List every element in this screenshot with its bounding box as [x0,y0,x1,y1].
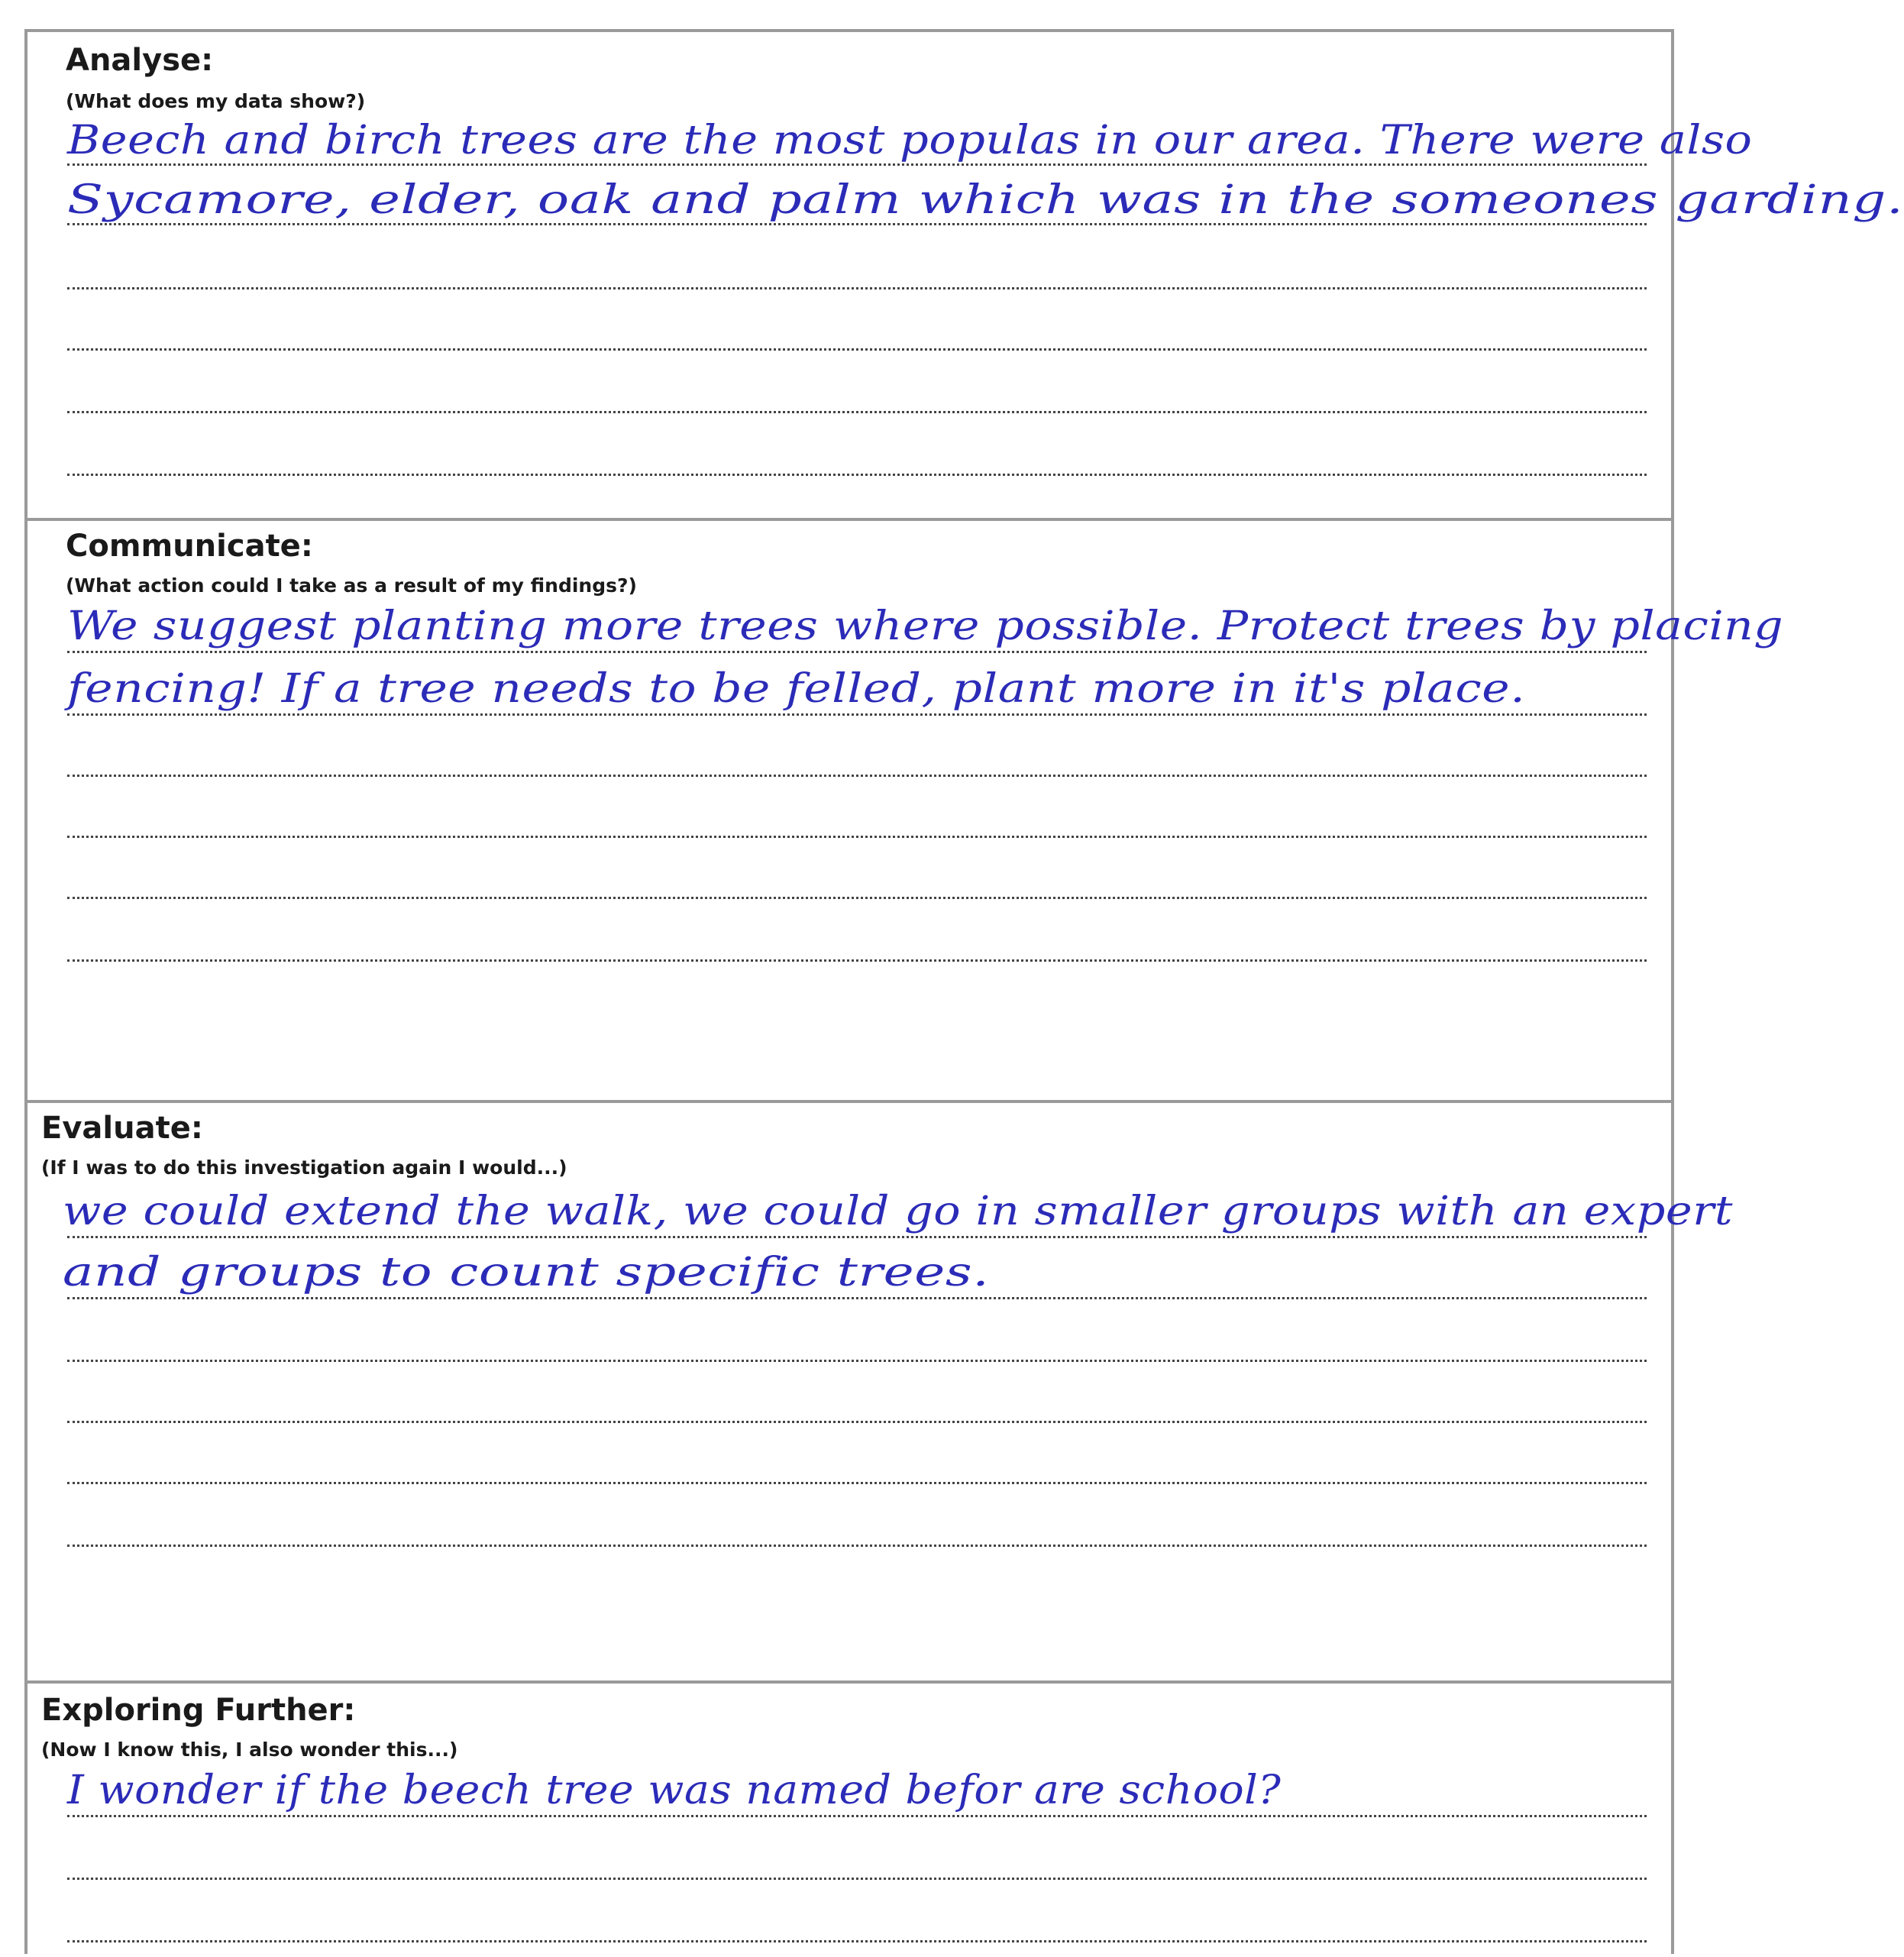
answer-line [67,1878,1647,1880]
answer-line [67,348,1647,351]
answer-line [67,223,1647,225]
section-heading: Analyse: [66,43,214,78]
answer-line [67,411,1647,413]
handwritten-answer-line: We suggest planting more trees where possible. Protect trees by placing [67,603,1784,649]
section-prompt: (What does my data show?) [66,90,366,112]
answer-line [67,897,1647,899]
worksheet [24,29,1904,1954]
handwritten-answer-line: we could extend the walk, we could go in smaller groups with an expert [63,1189,1734,1234]
section-analyse [27,32,1904,521]
section-heading: Communicate: [66,529,313,564]
section-exploring-further [27,1680,1671,1957]
answer-line [67,836,1647,838]
answer-line [67,1940,1647,1942]
section-prompt: (If I was to do this investigation again I would...) [41,1156,567,1179]
handwritten-answer-line: Sycamore, elder, oak and palm which was in the someones garding. [67,177,1904,223]
answer-line [67,713,1647,716]
handwritten-answer-line: Beech and birch trees are the most populas in our area. There were also [67,118,1753,163]
section-heading: Exploring Further: [41,1693,356,1728]
answer-line [67,1815,1647,1817]
answer-line [67,1236,1647,1238]
section-prompt: (What action could I take as a result of my findings?) [66,574,637,597]
answer-line [67,651,1647,653]
answer-line [67,474,1647,476]
answer-line [67,959,1647,962]
section-heading: Evaluate: [41,1111,203,1146]
answer-line [67,1421,1647,1423]
answer-line [67,287,1647,290]
answer-line [67,1297,1647,1299]
section-evaluate [27,1100,1734,1682]
handwritten-answer-line: I wonder if the beech tree was named befor are school? [67,1768,1282,1813]
answer-line [67,1360,1647,1362]
answer-line [67,1545,1647,1547]
answer-line [67,775,1647,777]
handwritten-answer-line: and groups to count specific trees. [63,1250,990,1296]
answer-line [67,163,1647,166]
handwritten-answer-line: fencing! If a tree needs to be felled, plant more in it's place. [67,666,1526,712]
section-communicate [27,518,1784,1101]
answer-line [67,1482,1647,1484]
section-prompt: (Now I know this, I also wonder this...) [41,1739,458,1761]
